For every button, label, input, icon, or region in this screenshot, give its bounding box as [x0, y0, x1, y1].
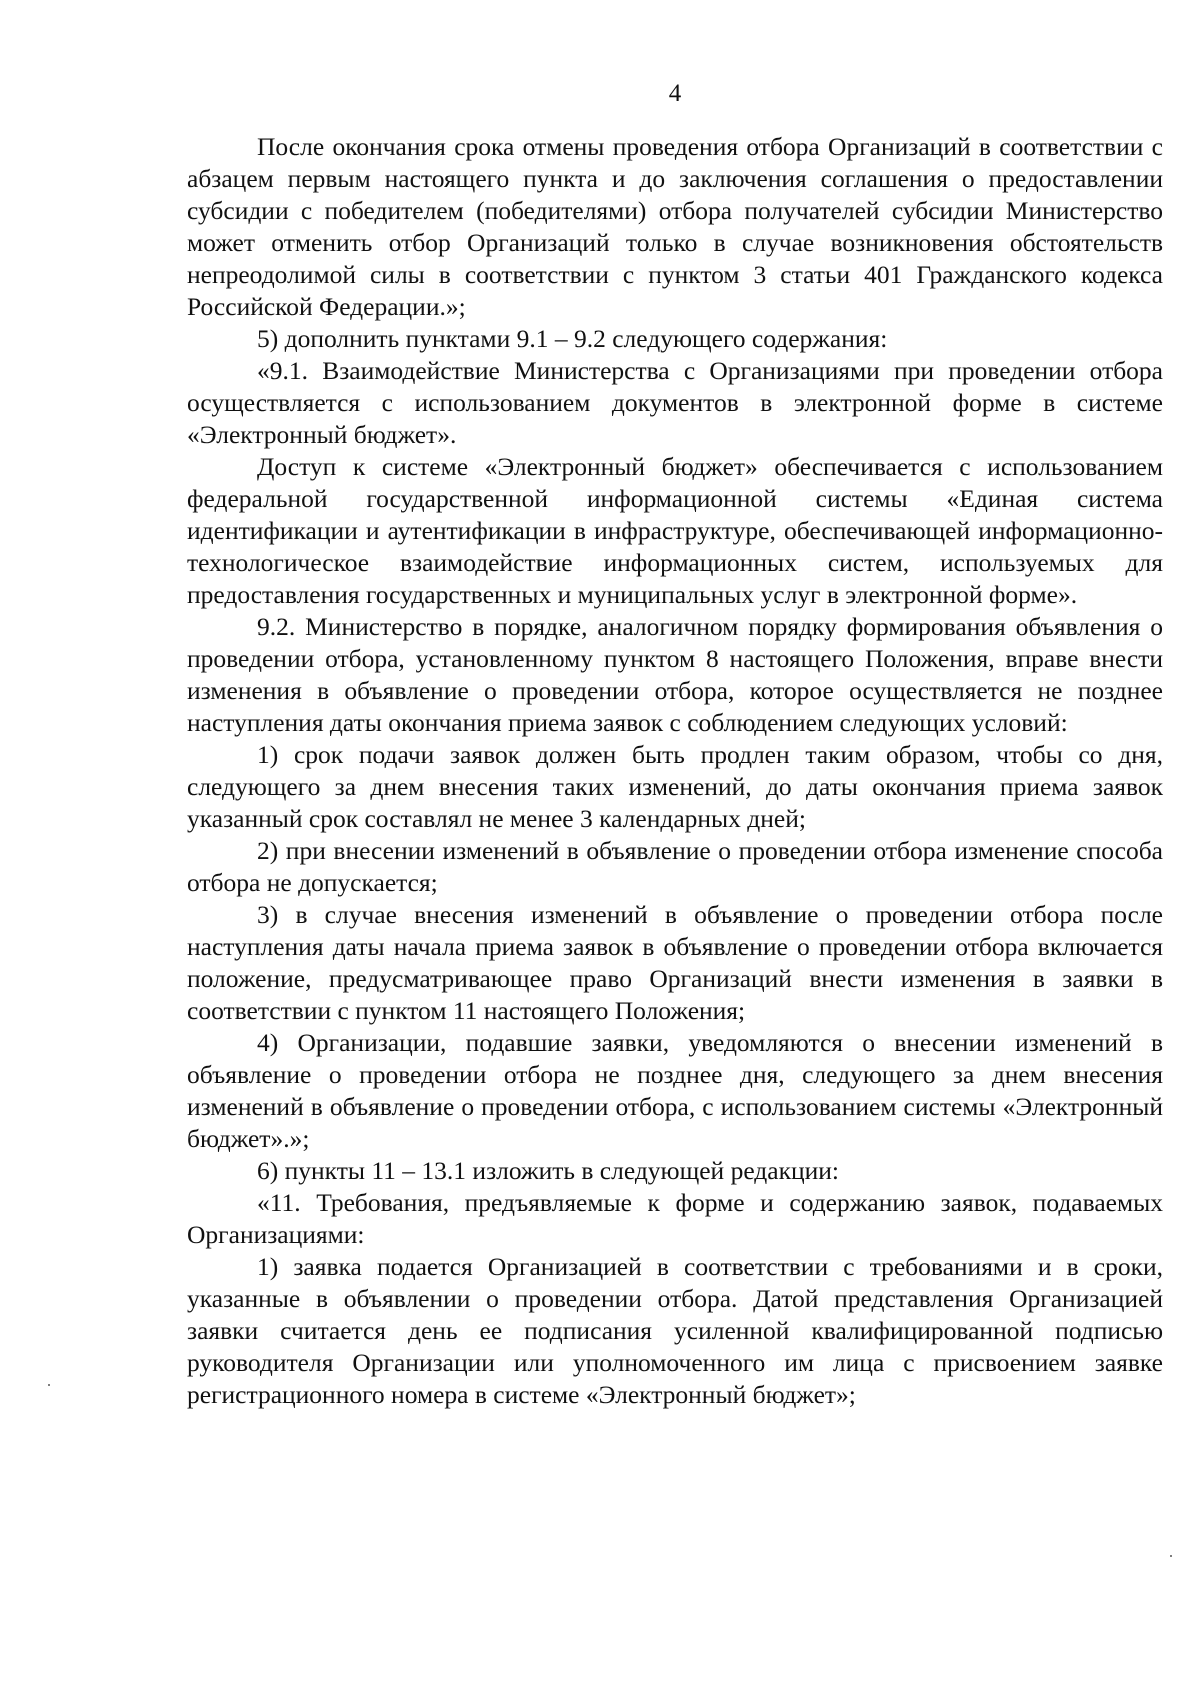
- paragraph-condition-2: 2) при внесении изменений в объявление о проведении отбора изменение способа отбора не допускается;: [187, 836, 1163, 897]
- paragraph-item-6-new-edition: 6) пункты 11 – 13.1 изложить в следующей редакции:: [257, 1156, 840, 1185]
- paragraph-point-9-1: «9.1. Взаимодействие Министерства с Организациями при проведении отбора осуществляется с использованием документов в электронной форме в системе «Электронный бюджет».: [187, 356, 1163, 449]
- paragraph-requirement-1: 1) заявка подается Организацией в соответствии с требованиями и в сроки, указанные в объявлении о проведении отбора. Датой представления Организацией заявки считается день ее подписания усиленной квалифицированной подписью руководителя Организации или уполномоченного им лица с присвоением заявке регистрационного номера в системе «Электронный бюджет»;: [187, 1252, 1163, 1409]
- scan-dot-left: [48, 1384, 50, 1386]
- paragraph-point-11: «11. Требования, предъявляемые к форме и содержанию заявок, подаваемых Организациями:: [187, 1188, 1163, 1249]
- page-number: 4: [668, 80, 682, 107]
- scan-dot-right: [1170, 1555, 1172, 1557]
- paragraph-condition-4: 4) Организации, подавшие заявки, уведомляются о внесении изменений в объявление о проведении отбора не позднее дня, следующего за днем внесения изменений в объявление о проведении отбора, с использованием системы «Электронный бюджет».»;: [187, 1028, 1163, 1153]
- paragraph-condition-3: 3) в случае внесения изменений в объявление о проведении отбора после наступления даты начала приема заявок в объявление о проведении отбора включается положение, предусматривающее право Организаций внести изменения в заявки в соответствии с пунктом 11 настоящего Положения;: [187, 900, 1163, 1025]
- paragraph-condition-1: 1) срок подачи заявок должен быть продлен таким образом, чтобы со дня, следующего за днем внесения таких изменений, до даты окончания приема заявок указанный срок составлял не менее 3 календарных дней;: [187, 740, 1163, 833]
- paragraph-system-access: Доступ к системе «Электронный бюджет» обеспечивается с использованием федеральной государственной информационной системы «Единая система идентификации и аутентификации в инфраструктуре, обеспечивающей информационно-технологическое взаимодействие информационных систем, используемых для предоставления государственных и муниципальных услуг в электронной форме».: [187, 452, 1163, 609]
- paragraph-cancellation-force-majeure: После окончания срока отмены проведения отбора Организаций в соответствии с абзацем первым настоящего пункта и до заключения соглашения о предоставлении субсидии с победителем (победителями) отбора получателей субсидии Министерство может отменить отбор Организаций только в случае возникновения обстоятельств непреодолимой силы в соответствии с пунктом 3 статьи 401 Гражданского кодекса Российской Федерации.»;: [187, 132, 1163, 321]
- document-body: [187, 131, 1163, 1411]
- paragraph-point-9-2: 9.2. Министерство в порядке, аналогичном порядку формирования объявления о проведении отбора, установленному пунктом 8 настоящего Положения, вправе внести изменения в объявление о проведении отбора, которое осуществляется не позднее наступления даты окончания приема заявок с соблюдением следующих условий:: [187, 612, 1163, 737]
- paragraph-item-5-add-points: 5) дополнить пунктами 9.1 – 9.2 следующего содержания:: [257, 324, 888, 353]
